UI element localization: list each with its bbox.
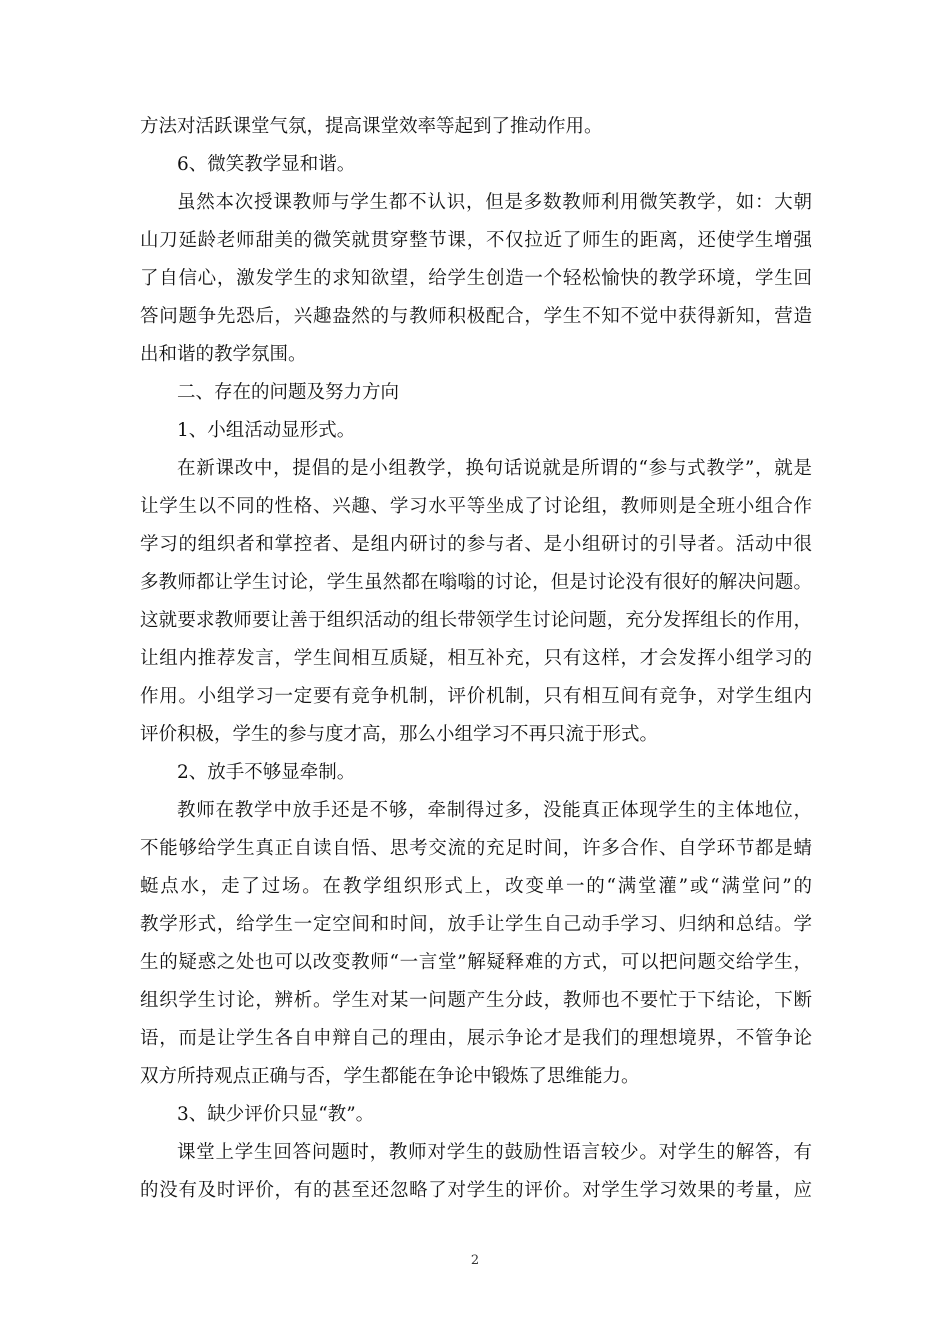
text-line: 让学生以不同的性格、兴趣、学习水平等坐成了讨论组，教师则是全班小组合作 [140,496,812,517]
text-line: 教师在教学中放手还是不够，牵制得过多，没能真正体现学生的主体地位， [177,800,812,821]
text-line: 答问题争先恐后，兴趣盎然的与教师积极配合，学生不知不觉中获得新知，营造 [140,306,812,327]
text-line: 学习的组织者和掌控者、是组内研讨的参与者、是小组研讨的引导者。活动中很 [140,534,812,555]
text-line: 让组内推荐发言，学生间相互质疑，相互补充，只有这样，才会发挥小组学习的 [140,648,812,669]
text-line: 课堂上学生回答问题时，教师对学生的鼓励性语言较少。对学生的解答，有 [177,1142,812,1163]
text-line: 多教师都让学生讨论，学生虽然都在嗡嗡的讨论，但是讨论没有很好的解决问题。 [140,572,812,593]
page-number: 2 [470,1253,480,1268]
text-line: 虽然本次授课教师与学生都不认识，但是多数教师利用微笑教学，如：大朝 [177,192,812,213]
text-line: 作用。小组学习一定要有竞争机制，评价机制，只有相互间有竞争，对学生组内 [140,686,812,707]
text-line: 出和谐的教学氛围。 [140,344,307,365]
text-line: 蜓点水，走了过场。在教学组织形式上，改变单一的“满堂灌”或“满堂问”的 [140,876,812,897]
text-line: 双方所持观点正确与否，学生都能在争论中锻炼了思维能力。 [140,1066,640,1087]
text-line: 在新课改中，提倡的是小组教学，换句话说就是所谓的“参与式教学”，就是 [177,458,812,479]
text-line: 不能够给学生真正自读自悟、思考交流的充足时间，许多合作、自学环节都是蜻 [140,838,812,859]
text-line: 组织学生讨论，辨析。学生对某一问题产生分歧，教师也不要忙于下结论，下断 [140,990,812,1011]
section-heading: 3、缺少评价只显“教”。 [177,1104,375,1125]
text-line: 教学形式，给学生一定空间和时间，放手让学生自己动手学习、归纳和总结。学 [140,914,812,935]
text-line: 了自信心，激发学生的求知欲望，给学生创造一个轻松愉快的教学环境，学生回 [140,268,812,289]
section-heading: 2、放手不够显牵制。 [177,762,356,783]
section-heading: 1、小组活动显形式。 [177,420,356,441]
text-line: 方法对活跃课堂气氛，提高课堂效率等起到了推动作用。 [140,116,603,137]
section-heading: 6、微笑教学显和谐。 [177,154,356,175]
section-heading: 二、存在的问题及努力方向 [177,382,400,403]
text-line: 生的疑惑之处也可以改变教师“一言堂”解疑释难的方式，可以把问题交给学生， [140,952,812,973]
text-line: 评价积极，学生的参与度才高，那么小组学习不再只流于形式。 [140,724,659,745]
text-line: 的没有及时评价，有的甚至还忽略了对学生的评价。对学生学习效果的考量，应 [140,1180,812,1201]
text-line: 语，而是让学生各自申辩自己的理由，展示争论才是我们的理想境界，不管争论 [140,1028,812,1049]
text-line: 这就要求教师要让善于组织活动的组长带领学生讨论问题，充分发挥组长的作用， [140,610,812,631]
document-body [140,108,812,1210]
text-line: 山刀延龄老师甜美的微笑就贯穿整节课，不仅拉近了师生的距离，还使学生增强 [140,230,812,251]
